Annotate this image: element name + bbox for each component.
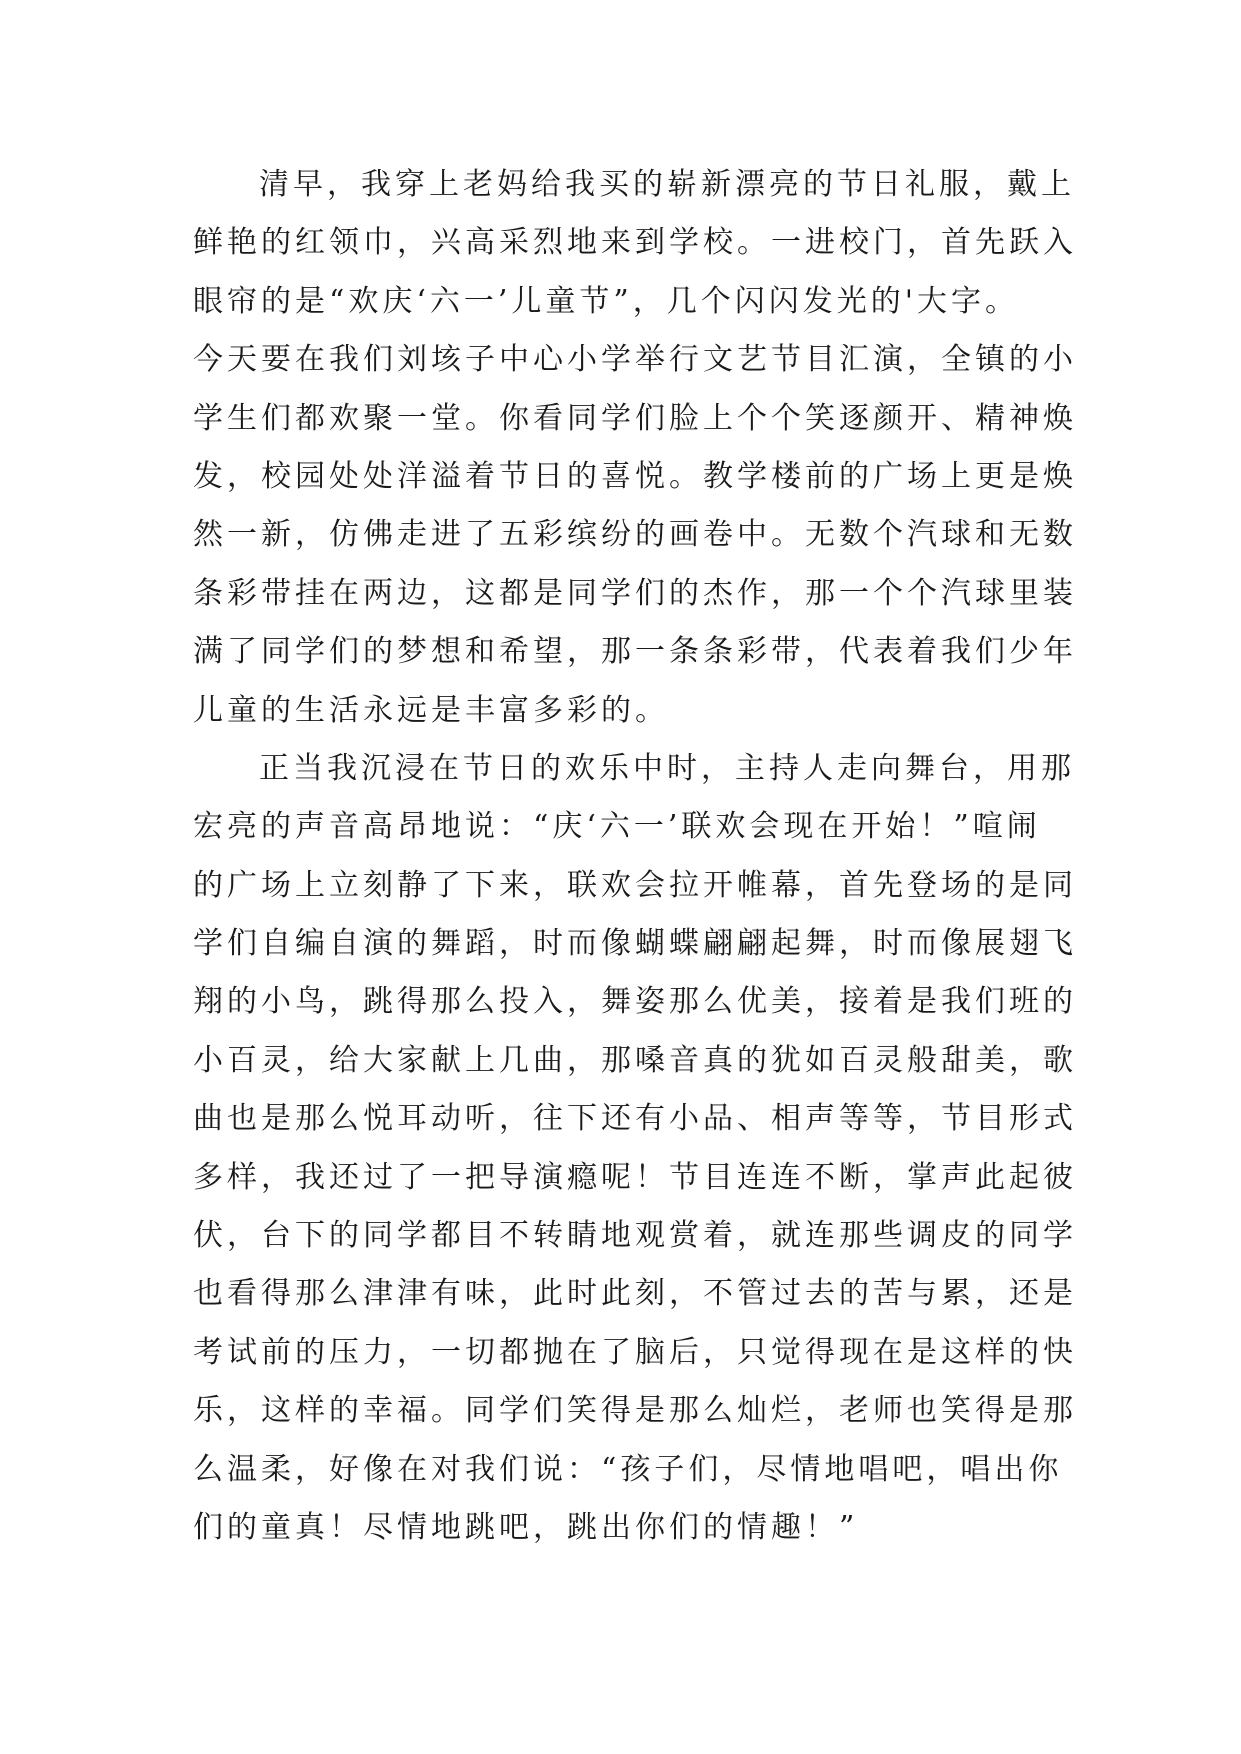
text-line: 们的童真！尽情地跳吧，跳出你们的情趣！” bbox=[193, 1509, 859, 1545]
text-line: 翔的小鸟，跳得那么投入，舞姿那么优美，接着是我们班的 bbox=[193, 984, 1077, 1020]
paragraph-1 bbox=[193, 156, 1077, 740]
text-line: 多样，我还过了一把导演瘾呢！节目连连不断，掌声此起彼 bbox=[193, 1159, 1077, 1195]
text-line: 也看得那么津津有味，此时此刻，不管过去的苦与累，还是 bbox=[193, 1276, 1077, 1312]
text-line: 小百灵，给大家献上几曲，那嗓音真的犹如百灵般甜美，歌 bbox=[193, 1042, 1077, 1078]
text-line: 儿童的生活永远是丰富多彩的。 bbox=[193, 692, 669, 728]
paragraph-2 bbox=[193, 740, 1077, 1557]
text-line: 乐，这样的幸福。同学们笑得是那么灿烂，老师也笑得是那 bbox=[193, 1393, 1077, 1429]
text-line: 正当我沉浸在节日的欢乐中时，主持人走向舞台，用那 bbox=[259, 750, 1075, 786]
text-line: 清早，我穿上老妈给我买的崭新漂亮的节日礼服，戴上 bbox=[259, 167, 1075, 202]
text-line: 曲也是那么悦耳动听，往下还有小品、相声等等，节目形式 bbox=[193, 1101, 1077, 1137]
text-line: 考试前的压力，一切都抛在了脑后，只觉得现在是这样的快 bbox=[193, 1334, 1077, 1370]
text-line: 的广场上立刻静了下来，联欢会拉开帷幕，首先登场的是同 bbox=[193, 867, 1077, 903]
text-line: 伏，台下的同学都目不转睛地观赏着，就连那些调皮的同学 bbox=[193, 1218, 1077, 1254]
text-line: 宏亮的声音高昂地说：“庆‘六一’联欢会现在开始！”喧闹 bbox=[193, 809, 1041, 845]
text-line: 眼帘的是“欢庆‘六一’儿童节”，几个闪闪发光的'大字。 bbox=[193, 283, 1019, 319]
text-line: 学们自编自演的舞蹈，时而像蝴蝶翩翩起舞，时而像展翅飞 bbox=[193, 926, 1077, 962]
text-line: 今天要在我们刘垓子中心小学举行文艺节目汇演，全镇的小 bbox=[193, 342, 1077, 378]
text-line: 满了同学们的梦想和希望，那一条条彩带，代表着我们少年 bbox=[193, 634, 1077, 670]
essay-body bbox=[193, 156, 1077, 1557]
text-line: 么温柔，好像在对我们说：“孩子们，尽情地唱吧，唱出你 bbox=[193, 1451, 1063, 1487]
text-line: 然一新，仿佛走进了五彩缤纷的画卷中。无数个汽球和无数 bbox=[193, 517, 1077, 553]
text-line: 条彩带挂在两边，这都是同学们的杰作，那一个个汽球里装 bbox=[193, 575, 1077, 611]
text-line: 发，校园处处洋溢着节日的喜悦。教学楼前的广场上更是焕 bbox=[193, 458, 1077, 494]
text-line: 鲜艳的红领巾，兴高采烈地来到学校。一进校门，首先跃入 bbox=[193, 225, 1077, 261]
text-line: 学生们都欢聚一堂。你看同学们脸上个个笑逐颜开、精神焕 bbox=[193, 400, 1077, 436]
